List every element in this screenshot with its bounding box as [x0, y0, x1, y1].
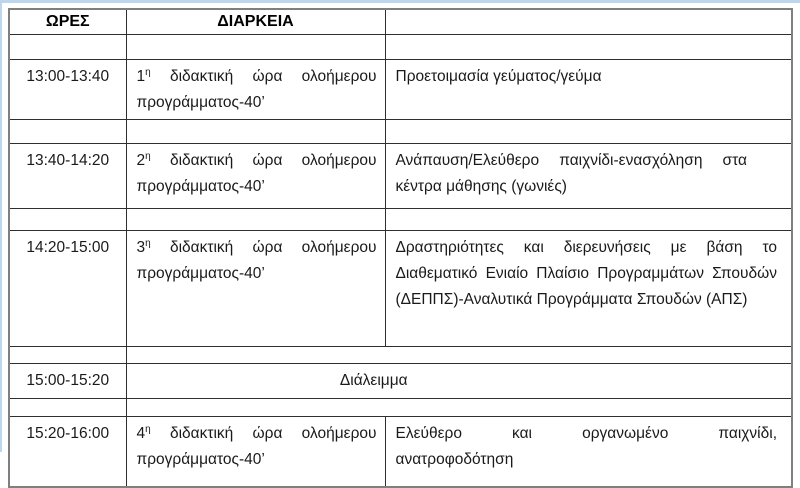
- header-duration: ΔΙΑΡΚΕΙΑ: [126, 9, 385, 35]
- spacer-cell-merged: [126, 347, 792, 364]
- spacer-cell: [9, 209, 126, 231]
- lesson-number: 1: [136, 68, 146, 85]
- spacer-cell: [126, 209, 385, 231]
- lesson-ordinal: η: [145, 150, 151, 162]
- activity-cell: Προετοιμασία γεύματος/γεύμα: [385, 60, 792, 120]
- lesson-ordinal: η: [145, 237, 151, 249]
- spacer-cell: [9, 35, 126, 60]
- spacer-row: [9, 399, 792, 417]
- lesson-number: 4: [136, 425, 146, 442]
- time-cell: 15:20-16:00: [9, 417, 126, 488]
- lesson-text: διδακτική ώρα ολοήμερου προγράμματος-40’: [136, 152, 377, 195]
- header-activity-empty: [385, 9, 792, 35]
- lesson-ordinal: η: [145, 66, 151, 78]
- duration-cell: [126, 231, 385, 347]
- spacer-row: [9, 347, 792, 364]
- schedule-row-1420: [9, 231, 792, 347]
- spacer-cell: [9, 399, 126, 417]
- spacer-cell: [385, 120, 792, 144]
- spacer-cell: [9, 347, 126, 364]
- duration-cell: [126, 60, 385, 120]
- lesson-ordinal: η: [145, 423, 151, 435]
- spacer-cell: [385, 209, 792, 231]
- schedule-row-break: [9, 364, 792, 399]
- spacer-row: [9, 35, 792, 60]
- lesson-number: 3: [136, 239, 146, 256]
- time-cell: 13:00-13:40: [9, 60, 126, 120]
- spacer-cell: [126, 120, 385, 144]
- lesson-text: διδακτική ώρα ολοήμερου προγράμματος-40’: [136, 68, 377, 111]
- activity-line2: ανατροφοδότηση: [395, 451, 514, 468]
- spacer-cell: [385, 35, 792, 60]
- activity-line1: Ελεύθερο και οργανωμένο παιχνίδι,: [395, 425, 777, 442]
- schedule-row-1340: [9, 144, 792, 209]
- lesson-text: διδακτική ώρα ολοήμερου προγράμματος-40’: [136, 425, 377, 468]
- daily-schedule-table: [8, 8, 793, 488]
- lesson-text: διδακτική ώρα ολοήμερου προγράμματος-40’: [136, 239, 377, 282]
- header-row: [9, 9, 792, 35]
- time-cell: 15:00-15:20: [9, 364, 126, 399]
- spacer-row: [9, 209, 792, 231]
- time-cell: 14:20-15:00: [9, 231, 126, 347]
- time-cell: 13:40-14:20: [9, 144, 126, 209]
- spacer-cell-merged: [126, 399, 792, 417]
- activity-cell: Δραστηριότητες και διερευνήσεις με βάση το Διαθεματικό Ενιαίο Πλαίσιο Προγραμμάτων Σπουδών (ΔΕΠΠΣ)-Αναλυτικά Προγράμματα Σπουδών (ΑΠΣ): [385, 231, 792, 347]
- spacer-cell: [126, 35, 385, 60]
- schedule-row-1300: [9, 60, 792, 120]
- duration-cell: [126, 144, 385, 209]
- header-hours: ΩΡΕΣ: [9, 9, 126, 35]
- break-cell: Διάλειμμα: [126, 364, 792, 399]
- spacer-row: [9, 120, 792, 144]
- spacer-cell: [9, 120, 126, 144]
- activity-cell: Ανάπαυση/Ελεύθερο παιχνίδι-ενασχόληση στα κέντρα μάθησης (γωνιές): [385, 144, 792, 209]
- lesson-number: 2: [136, 152, 146, 169]
